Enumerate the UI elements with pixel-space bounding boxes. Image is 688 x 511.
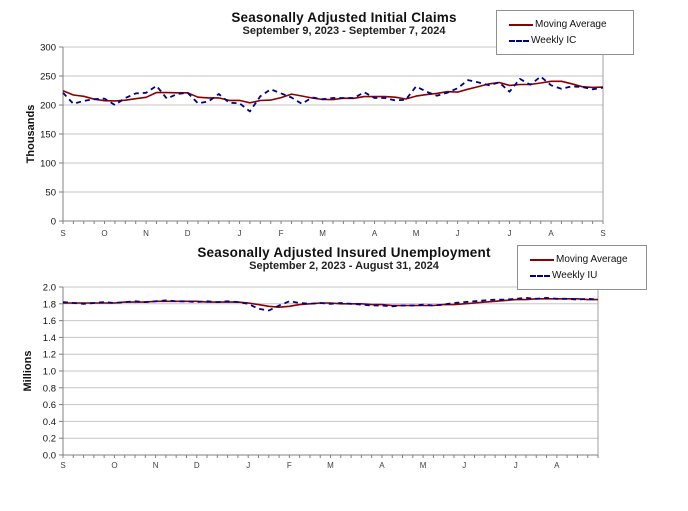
legend-label-moving-average: Moving Average [535, 19, 607, 30]
initial-claims-date-range: September 9, 2023 - September 7, 2024 [242, 25, 446, 37]
month-label: F [286, 461, 292, 470]
legend-row-weekly-iu [530, 270, 640, 281]
y-tick-label: 0.4 [42, 416, 56, 428]
y-tick-label: 250 [40, 71, 56, 83]
month-label: D [184, 229, 191, 238]
month-label: J [513, 461, 518, 470]
y-tick-label: 0.8 [42, 383, 56, 395]
legend-row-moving-average [509, 19, 627, 30]
y-tick-label: 300 [40, 42, 56, 54]
legend-row-weekly-ic [509, 35, 627, 46]
y-tick-label: 200 [40, 100, 56, 112]
moving-average-line-icon [530, 259, 554, 261]
y-tick-label: 50 [45, 187, 56, 199]
month-label: S [60, 229, 66, 238]
month-label: J [455, 229, 460, 238]
moving-average-line-icon [509, 24, 533, 26]
month-label: O [111, 461, 118, 470]
month-label: M [327, 461, 334, 470]
month-label: M [419, 461, 427, 470]
y-tick-label: 150 [40, 129, 56, 141]
y-tick-label: 0.2 [42, 433, 56, 445]
legend-label-weekly-iu: Weekly IU [552, 270, 598, 281]
y-tick-label: 0.6 [42, 400, 56, 412]
month-label: M [412, 229, 420, 238]
y-tick-label: 1.4 [42, 332, 56, 344]
month-label: M [319, 229, 326, 238]
month-label: S [600, 229, 606, 238]
month-label: A [379, 461, 385, 470]
month-label: S [60, 461, 66, 470]
month-label: A [371, 229, 378, 238]
month-label: J [507, 229, 512, 238]
initial-claims-title: Seasonally Adjusted Initial Claims [231, 10, 457, 25]
y-tick-label: 2.0 [42, 282, 56, 294]
month-label: J [237, 229, 242, 238]
insured-unemployment-date-range: September 2, 2023 - August 31, 2024 [249, 260, 439, 272]
month-label: D [193, 461, 200, 470]
month-label: O [101, 229, 108, 238]
month-label: A [548, 229, 554, 238]
legend-label-weekly-ic: Weekly IC [531, 35, 577, 46]
legend-row-moving-average [530, 254, 640, 265]
y-tick-label: 1.6 [42, 316, 56, 328]
weekly-iu-line-icon [530, 275, 550, 277]
y-tick-label: 0.0 [42, 450, 56, 462]
initial-claims-y-axis-label: Thousands [25, 104, 37, 164]
month-label: J [462, 461, 467, 470]
series-line-weekly-ic [63, 77, 603, 112]
weekly-ic-line-icon [509, 40, 529, 42]
insured-unemployment-title: Seasonally Adjusted Insured Unemployment [197, 245, 491, 260]
initial-claims-legend [496, 10, 634, 55]
y-tick-label: 0 [50, 216, 56, 228]
insured-unemployment-legend [517, 245, 647, 290]
y-tick-label: 1.0 [42, 366, 56, 378]
y-tick-label: 1.8 [42, 299, 56, 311]
legend-label-moving-average: Moving Average [556, 254, 628, 265]
month-label: A [554, 461, 560, 470]
month-label: J [246, 461, 251, 470]
insured-unemployment-y-axis-label: Millions [22, 350, 34, 392]
month-label: N [152, 461, 159, 470]
month-label: F [278, 229, 284, 238]
y-tick-label: 100 [40, 158, 56, 170]
month-label: N [143, 229, 149, 238]
y-tick-label: 1.2 [42, 349, 56, 361]
